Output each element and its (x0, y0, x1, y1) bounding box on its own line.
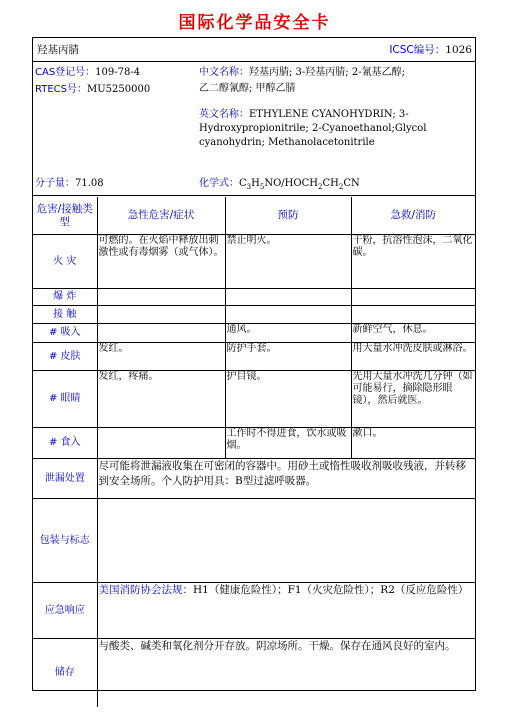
chemical-name: 羟基丙腈 (37, 44, 79, 56)
hazard-type: 火 灾 (33, 235, 97, 289)
cn-name-line2: 乙二醇氰醇; 甲醇乙腈 (199, 83, 296, 94)
chemical-formula (199, 178, 360, 193)
hazard-type: # 吸入 (33, 324, 97, 343)
symptoms-cell: 发红。 (97, 343, 225, 371)
prevention-cell: 通风。 (225, 324, 351, 343)
en-name-line1: ETHYLENE CYANOHYDRIN; 3- (249, 109, 409, 120)
cas-label: CAS登记号： (35, 67, 96, 78)
storage-text: 与酸类、碱类和氧化剂分开存放。阴凉场所。干燥。保存在通风良好的室内。 (97, 639, 475, 707)
hazard-type: # 皮肤 (33, 343, 97, 371)
card-title: 国际化学品安全卡 (178, 13, 331, 33)
first-aid-cell: 用大量水冲洗皮肤或淋浴。 (351, 343, 475, 371)
en-name-line3: cyanohydrin; Methanolacetonitrile (199, 137, 375, 148)
safety-card (32, 37, 476, 691)
molecular-weight (35, 178, 104, 190)
first-aid-cell: 新鲜空气，休息。 (351, 324, 475, 343)
emergency-label: 应急响应 (33, 583, 97, 639)
column-header: 危害/接触类型 (33, 197, 97, 235)
table-row (33, 428, 475, 459)
spill-text: 尽可能将泄漏液收集在可密闭的容器中。用砂土或惰性吸收剂吸收残液，并转移到安全场所。个人防护用具：B型过滤呼吸器。 (97, 459, 475, 499)
packaging-text (97, 499, 475, 583)
table-row (33, 324, 475, 343)
prevention-cell (225, 306, 351, 324)
divider (33, 61, 475, 62)
cn-name-label: 中文名称： (199, 67, 249, 78)
table-row (33, 306, 475, 324)
storage-label: 储存 (33, 639, 97, 707)
nfpa-label: 美国消防协会法规： (98, 584, 193, 596)
symptoms-cell: 可燃的。在火焰中释放出刺激性或有毒烟雾（或气体）。 (97, 235, 225, 289)
emergency-row (33, 583, 475, 639)
column-header: 预防 (225, 197, 351, 235)
packaging-row (33, 499, 475, 583)
column-header: 急性危害/症状 (97, 197, 225, 235)
first-aid-cell: 干粉，抗溶性泡沫，二氧化碳。 (351, 235, 475, 289)
mw-value: 71.08 (75, 178, 104, 189)
prevention-cell: 护目镜。 (225, 371, 351, 428)
cas-number (35, 67, 140, 79)
hazard-type: # 食入 (33, 428, 97, 459)
hazard-type: 爆 炸 (33, 289, 97, 306)
first-aid-cell (351, 306, 475, 324)
icsc-value: 1026 (445, 44, 472, 56)
emergency-text (97, 583, 475, 639)
spill-label: 泄漏处置 (33, 459, 97, 499)
nfpa-ratings: H1（健康危险性）；F1（火灾危险性）；R2（反应危险性） (193, 584, 469, 596)
mw-label: 分子量： (35, 178, 75, 189)
icsc-number (389, 44, 472, 56)
hazard-type: 接 触 (33, 306, 97, 324)
storage-row (33, 639, 475, 707)
cn-name-line1: 羟基丙腈; 3-羟基丙腈; 2-氰基乙醇; (249, 67, 405, 78)
rtecs-number (35, 84, 150, 96)
symptoms-cell (97, 324, 225, 343)
en-name-label: 英文名称： (199, 109, 249, 120)
symptoms-cell: 发红，疼痛。 (97, 371, 225, 428)
first-aid-cell: 先用大量水冲洗几分钟（如可能易行，摘除隐形眼镜），然后就医。 (351, 371, 475, 428)
first-aid-cell: 漱口。 (351, 428, 475, 459)
english-name (199, 109, 409, 121)
column-header: 急救/消防 (351, 197, 475, 235)
chinese-name (199, 67, 405, 79)
table-row (33, 235, 475, 289)
formula-value: $C_3H_5NO/HOCH_2CH_2CN$ (239, 178, 360, 191)
divider (33, 195, 475, 196)
table-row (33, 371, 475, 428)
table-row (33, 289, 475, 306)
table-row (33, 343, 475, 371)
symptoms-cell (97, 428, 225, 459)
en-name-line2: Hydroxypropionitrile; 2-Cyanoethanol;Glycol (199, 123, 427, 134)
hazard-type: # 眼睛 (33, 371, 97, 428)
spill-row (33, 459, 475, 499)
symptoms-cell (97, 289, 225, 306)
rtecs-value: MU5250000 (86, 84, 151, 95)
hazard-table (33, 197, 475, 707)
formula-label: 化学式： (199, 178, 239, 189)
first-aid-cell (351, 289, 475, 306)
prevention-cell: 工作时不得进食，饮水或吸烟。 (225, 428, 351, 459)
icsc-label: ICSC编号： (389, 44, 446, 56)
rtecs-label: RTECS号： (35, 84, 87, 95)
table-header-row (33, 197, 475, 235)
prevention-cell: 禁止明火。 (225, 235, 351, 289)
prevention-cell: 防护手套。 (225, 343, 351, 371)
packaging-label: 包装与标志 (33, 499, 97, 583)
prevention-cell (225, 289, 351, 306)
cas-value: 109-78-4 (95, 67, 141, 78)
symptoms-cell (97, 306, 225, 324)
